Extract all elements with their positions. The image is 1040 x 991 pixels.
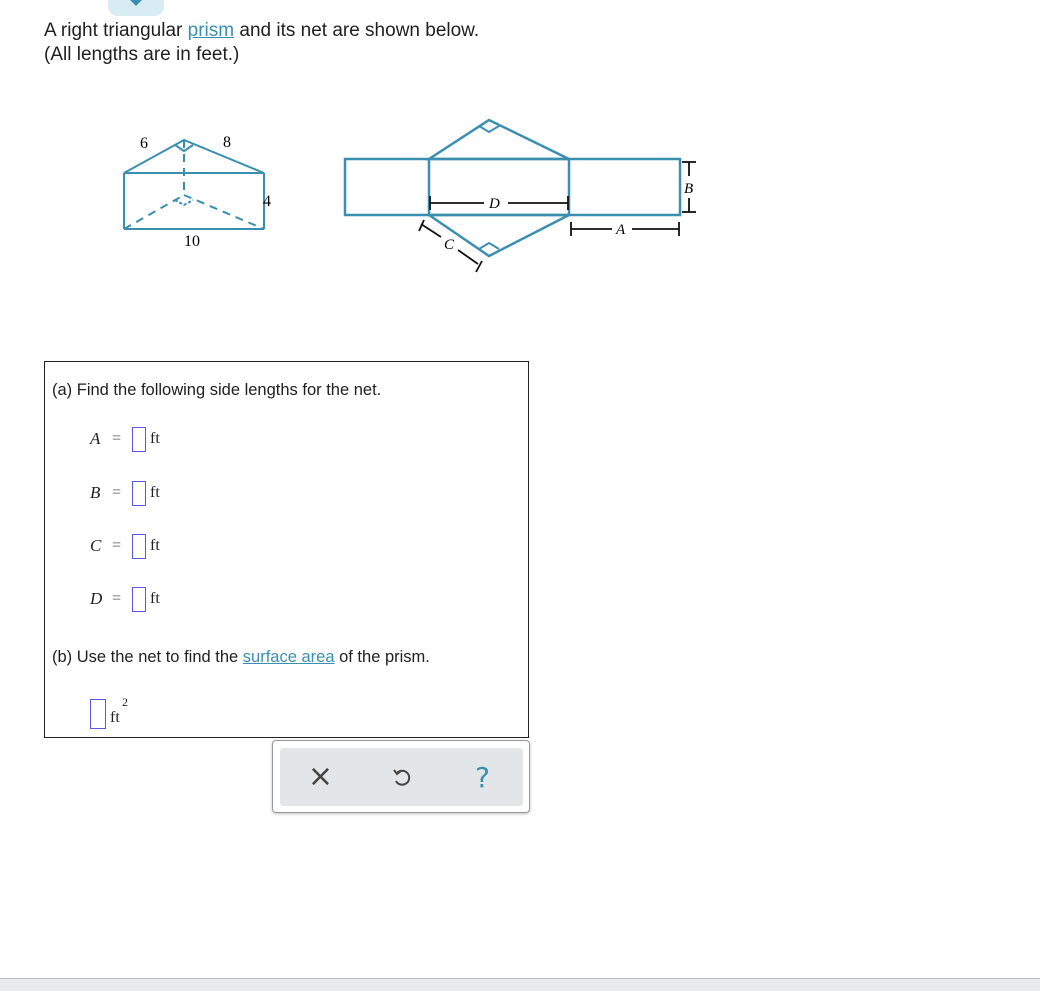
unit-label: ft [150,590,160,607]
net-rectangles [345,159,680,215]
help-icon: ? [475,760,490,794]
prism-and-net-figure [0,0,720,290]
prism-label-4: 4 [263,193,271,210]
answer-input-d[interactable] [132,587,146,612]
part-a-prompt: (a) Find the following side lengths for the net. [52,381,382,399]
prism-label-10: 10 [184,233,200,250]
unit-label: ft [150,537,160,554]
prism-hidden-edge [184,195,264,229]
intro-text: A right triangular [44,20,188,41]
net-label-C: C [444,237,455,253]
equals-sign: = [112,537,122,554]
answer-row-b [90,479,160,507]
prism-link[interactable]: prism [187,20,235,41]
equals-sign: = [112,430,122,447]
net-label-A: A [616,222,626,238]
help-button[interactable] [463,757,503,797]
right-angle-mark [479,126,499,132]
net-top-triangle [429,120,569,159]
answer-panel [44,361,529,738]
part-b-text-end: of the prism. [334,648,430,666]
intro-text-end: and its net are shown below. [234,20,480,41]
right-angle-mark [479,243,499,249]
part-b-prompt [52,648,430,667]
equals-sign: = [112,484,122,501]
net-label-B: B [684,181,694,197]
unit-label: ft [110,709,120,726]
net-label-D: D [489,196,500,212]
part-b-text: (b) Use the net to find the [52,648,243,666]
unit-exponent: 2 [122,695,128,709]
var-label: C [90,536,102,555]
surface-area-link[interactable]: surface area [242,648,335,666]
answer-toolbar [272,740,530,813]
undo-icon [390,765,414,789]
answer-input-c[interactable] [132,534,146,559]
intro-units-note: (All lengths are in feet.) [44,44,240,65]
answer-input-b[interactable] [132,481,146,506]
var-label: A [90,429,101,448]
prism-drawing [124,140,264,229]
clear-button[interactable] [301,757,341,797]
answer-row-d [90,585,160,613]
surface-area-input[interactable] [90,699,106,729]
prism-label-8: 8 [223,134,231,151]
answer-row-c [90,532,160,560]
close-icon: × [307,759,334,794]
net-drawing [345,120,680,256]
equals-sign: = [112,590,122,607]
unit-label: ft [150,430,160,447]
bottom-bar [0,978,1040,991]
prism-label-6: 6 [140,135,148,152]
right-angle-mark-hidden [175,200,193,205]
var-label: D [90,589,103,608]
surface-area-unit [110,695,128,727]
answer-row-a [90,425,160,453]
unit-label: ft [150,484,160,501]
surface-area-answer [90,695,128,729]
var-label: B [90,483,101,502]
net-dimension-lines [419,162,696,272]
answer-input-a[interactable] [132,427,146,452]
undo-button[interactable] [382,757,422,797]
